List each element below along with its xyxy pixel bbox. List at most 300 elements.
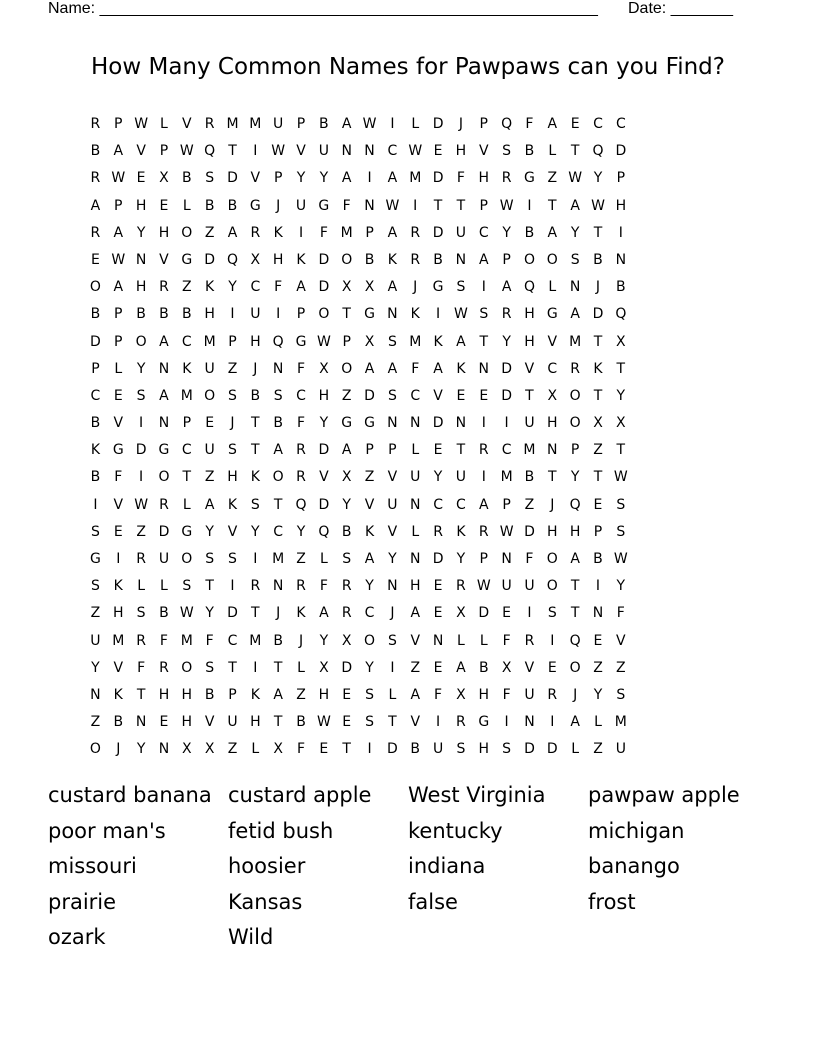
grid-cell: T — [593, 387, 603, 404]
grid-cell: D — [90, 333, 101, 350]
grid-cell: T — [251, 442, 260, 459]
grid-cell: N — [387, 415, 398, 432]
grid-cell: Y — [365, 659, 374, 676]
grid-cell: J — [298, 632, 304, 649]
grid-cell: H — [181, 686, 193, 703]
grid-cell: I — [436, 306, 441, 323]
grid-cell: T — [273, 496, 283, 513]
grid-cell: V — [364, 496, 375, 513]
grid-cell: E — [113, 523, 123, 540]
grid-cell: H — [113, 605, 124, 622]
grid-cell: D — [227, 170, 238, 187]
grid-cell: E — [113, 387, 123, 404]
grid-cell: Z — [410, 659, 421, 676]
grid-cell: Q — [501, 116, 513, 132]
grid-cell: Z — [593, 659, 603, 676]
grid-cell: W — [408, 143, 423, 160]
grid-cell: O — [546, 551, 558, 567]
grid-cell: P — [114, 333, 123, 350]
grid-cell: Q — [569, 632, 581, 649]
grid-cell: C — [478, 224, 489, 241]
grid-cell: Y — [570, 469, 580, 486]
grid-cell: T — [548, 469, 557, 486]
grid-cell: E — [136, 170, 146, 187]
word-list-item: prairie — [48, 889, 117, 914]
grid-cell: I — [253, 143, 258, 160]
grid-cell: X — [364, 279, 375, 296]
grid-cell: A — [501, 279, 512, 296]
grid-cell: U — [387, 496, 398, 513]
grid-cell: J — [390, 605, 395, 622]
grid-cell: S — [547, 605, 557, 622]
grid-cell: K — [113, 578, 123, 595]
grid-cell: B — [273, 415, 283, 432]
grid-cell: C — [227, 632, 238, 649]
grid-cell: W — [499, 523, 514, 540]
grid-cell: L — [548, 143, 557, 160]
grid-cell: S — [365, 714, 374, 731]
grid-row — [84, 437, 632, 464]
grid-cell: Q — [569, 496, 581, 513]
grid-cell: P — [502, 251, 511, 268]
grid-cell: S — [387, 333, 397, 350]
grid-cell: L — [548, 279, 557, 296]
grid-cell: H — [250, 714, 261, 731]
grid-cell: T — [273, 714, 283, 731]
grid-cell: T — [570, 143, 580, 160]
grid-cell: P — [479, 197, 488, 214]
grid-cell: N — [478, 360, 489, 377]
grid-cell: N — [387, 578, 398, 595]
grid-cell: N — [615, 251, 627, 268]
grid-cell: I — [390, 659, 395, 676]
grid-cell: W — [271, 143, 286, 160]
grid-cell: B — [296, 714, 306, 731]
grid-cell: J — [413, 279, 418, 296]
grid-cell: O — [158, 469, 170, 486]
grid-cell: E — [342, 714, 352, 731]
grid-cell: P — [342, 333, 351, 350]
grid-cell: I — [527, 197, 532, 214]
grid-cell: E — [205, 415, 215, 432]
grid-cell: Z — [524, 496, 535, 513]
grid-cell: A — [273, 442, 283, 459]
grid-cell: A — [113, 143, 124, 160]
grid-cell: B — [90, 415, 101, 432]
grid-cell: S — [250, 496, 260, 513]
grid-cell: S — [502, 143, 512, 160]
grid-cell: V — [204, 714, 215, 731]
grid-cell: T — [136, 686, 146, 703]
grid-cell: T — [205, 578, 214, 595]
grid-cell: E — [593, 632, 603, 649]
grid-cell: Z — [227, 741, 238, 758]
grid-row — [84, 519, 632, 546]
grid-cell: Y — [319, 632, 329, 649]
grid-cell: I — [550, 714, 555, 731]
grid-cell: Q — [592, 143, 604, 160]
grid-cell: M — [569, 333, 582, 350]
grid-cell: I — [390, 116, 395, 132]
grid-cell: R — [410, 224, 421, 241]
grid-cell: J — [253, 360, 258, 377]
grid-cell: I — [481, 279, 486, 296]
grid-cell: O — [135, 333, 147, 350]
grid-cell: X — [319, 360, 329, 377]
grid-cell: D — [227, 605, 238, 622]
grid-cell: S — [502, 741, 512, 758]
grid-cell: T — [616, 360, 626, 377]
grid-cell: D — [158, 523, 170, 540]
grid-cell: P — [570, 442, 580, 459]
grid-row — [84, 220, 632, 247]
grid-cell: T — [616, 442, 626, 459]
grid-cell: I — [436, 714, 441, 731]
grid-cell: M — [500, 469, 513, 486]
grid-cell: G — [318, 197, 330, 214]
grid-cell: U — [204, 442, 215, 459]
grid-cell: D — [546, 741, 558, 758]
grid-cell: G — [524, 170, 535, 187]
grid-cell: R — [478, 442, 489, 459]
grid-cell: L — [297, 659, 305, 676]
grid-cell: Z — [341, 387, 352, 404]
date-field: Date: _______ — [628, 0, 733, 17]
grid-cell: R — [501, 306, 512, 323]
grid-cell: B — [593, 551, 603, 567]
grid-cell: F — [502, 632, 511, 649]
grid-cell: C — [593, 116, 603, 132]
grid-cell: P — [114, 197, 123, 214]
grid-row — [84, 573, 632, 600]
grid-cell: R — [250, 578, 261, 595]
grid-cell: H — [615, 197, 627, 214]
grid-cell: I — [139, 469, 144, 486]
grid-cell: U — [524, 686, 535, 703]
grid-cell: S — [273, 387, 283, 404]
grid-cell: N — [501, 551, 512, 567]
grid-cell: A — [570, 551, 580, 567]
grid-cell: C — [181, 333, 192, 350]
grid-cell: X — [456, 605, 466, 622]
grid-cell: C — [410, 387, 421, 404]
grid-cell: H — [135, 279, 147, 296]
grid-cell: H — [250, 333, 261, 350]
grid-cell: W — [362, 116, 377, 132]
grid-cell: T — [525, 387, 534, 404]
grid-cell: S — [228, 551, 237, 567]
grid-cell: B — [273, 632, 283, 649]
grid-cell: I — [93, 496, 98, 513]
grid-cell: O — [89, 741, 101, 758]
grid-row — [84, 492, 632, 519]
grid-cell: X — [341, 632, 352, 649]
grid-cell: U — [295, 197, 307, 214]
grid-cell: J — [458, 116, 463, 132]
grid-cell: T — [273, 659, 283, 676]
grid-cell: T — [342, 741, 351, 758]
grid-cell: R — [410, 251, 421, 268]
grid-cell: W — [385, 197, 400, 214]
word-list-item: hoosier — [228, 854, 306, 879]
grid-cell: T — [228, 659, 237, 676]
grid-cell: A — [387, 224, 398, 241]
grid-row — [84, 546, 632, 573]
grid-cell: S — [456, 741, 466, 758]
word-list-item: West Virginia — [408, 783, 546, 807]
grid-cell: K — [250, 686, 260, 703]
grid-cell: L — [594, 714, 602, 731]
grid-cell: I — [527, 605, 532, 622]
grid-cell: R — [456, 714, 466, 731]
grid-cell: R — [433, 523, 443, 540]
grid-row — [84, 138, 632, 165]
grid-cell: P — [114, 116, 123, 132]
grid-row — [84, 111, 632, 138]
grid-cell: T — [342, 306, 351, 323]
grid-cell: P — [616, 170, 626, 187]
grid-cell: R — [250, 224, 261, 241]
grid-row — [84, 301, 632, 328]
grid-cell: F — [411, 360, 420, 377]
grid-cell: S — [90, 578, 100, 595]
grid-cell: D — [524, 523, 535, 540]
grid-cell: S — [136, 387, 146, 404]
grid-cell: T — [388, 714, 397, 731]
grid-cell: J — [116, 741, 121, 758]
grid-cell: H — [227, 469, 238, 486]
grid-cell: Z — [616, 659, 626, 676]
grid-cell: Y — [342, 496, 351, 513]
grid-cell: G — [181, 523, 193, 540]
grid-cell: Y — [228, 279, 237, 296]
grid-cell: R — [341, 578, 352, 595]
grid-cell: W — [499, 197, 514, 214]
grid-cell: W — [591, 197, 605, 214]
grid-cell: M — [272, 551, 285, 567]
grid-cell: Z — [593, 741, 603, 758]
grid-cell: E — [319, 741, 329, 758]
word-list-item: michigan — [588, 818, 685, 843]
grid-cell: Z — [547, 170, 558, 187]
grid-cell: Y — [91, 659, 100, 676]
grid-cell: I — [230, 306, 235, 323]
word-list-item: indiana — [408, 854, 486, 879]
grid-cell: N — [409, 415, 421, 432]
grid-cell: P — [296, 116, 306, 132]
grid-cell: G — [89, 551, 101, 567]
grid-cell: G — [478, 714, 490, 731]
grid-cell: C — [364, 605, 375, 622]
grid-cell: P — [273, 170, 283, 187]
grid-cell: T — [570, 578, 580, 595]
grid-cell: B — [113, 714, 124, 731]
grid-cell: L — [571, 741, 580, 758]
grid-cell: Y — [388, 551, 397, 567]
grid-cell: W — [316, 333, 331, 350]
grid-cell: D — [432, 551, 444, 567]
grid-cell: J — [550, 496, 555, 513]
grid-cell: Z — [296, 551, 306, 567]
grid-cell: D — [318, 496, 330, 513]
grid-cell: W — [111, 251, 126, 268]
grid-cell: I — [504, 415, 509, 432]
grid-cell: Q — [318, 523, 330, 540]
grid-cell: L — [182, 197, 191, 214]
grid-cell: P — [388, 442, 397, 459]
grid-cell: A — [273, 686, 283, 703]
grid-cell: L — [160, 578, 168, 595]
grid-cell: A — [547, 116, 558, 132]
grid-cell: R — [570, 360, 580, 377]
grid-cell: O — [569, 659, 581, 676]
grid-cell: U — [250, 306, 261, 323]
grid-cell: F — [319, 224, 328, 241]
grid-cell: N — [135, 714, 147, 731]
grid-cell: C — [273, 523, 284, 540]
grid-cell: B — [433, 251, 443, 268]
grid-cell: V — [227, 523, 238, 540]
grid-cell: N — [158, 415, 170, 432]
grid-cell: A — [547, 224, 558, 241]
grid-cell: N — [158, 741, 170, 758]
grid-cell: F — [205, 632, 214, 649]
grid-cell: O — [341, 251, 353, 268]
grid-cell: S — [228, 442, 237, 459]
grid-cell: B — [616, 279, 626, 296]
grid-cell: V — [296, 143, 306, 160]
grid-cell: Y — [456, 551, 466, 567]
grid-cell: K — [433, 333, 443, 350]
page-title: How Many Common Names for Pawpaws can you Find? — [91, 54, 725, 80]
grid-cell: S — [616, 523, 626, 540]
grid-cell: X — [250, 251, 261, 268]
grid-cell: H — [524, 333, 535, 350]
grid-cell: H — [409, 578, 421, 595]
grid-cell: C — [90, 387, 101, 404]
grid-cell: I — [139, 415, 144, 432]
grid-cell: N — [364, 143, 375, 160]
grid-cell: O — [569, 415, 581, 432]
grid-cell: Z — [296, 686, 306, 703]
grid-cell: R — [524, 632, 535, 649]
grid-cell: V — [113, 659, 124, 676]
grid-cell: U — [524, 578, 535, 595]
grid-cell: K — [90, 442, 101, 459]
grid-cell: X — [182, 741, 192, 758]
grid-cell: F — [525, 116, 534, 132]
grid-cell: Y — [136, 224, 146, 241]
grid-cell: L — [182, 496, 191, 513]
grid-cell: Y — [251, 523, 260, 540]
grid-cell: G — [364, 415, 375, 432]
grid-cell: U — [615, 741, 626, 758]
grid-cell: A — [159, 387, 169, 404]
grid-cell: Y — [593, 686, 603, 703]
grid-cell: A — [387, 360, 398, 377]
grid-cell: X — [364, 333, 375, 350]
grid-cell: R — [296, 469, 306, 486]
grid-cell: E — [433, 659, 443, 676]
grid-cell: H — [455, 143, 467, 160]
grid-cell: H — [158, 224, 170, 241]
grid-cell: C — [433, 496, 443, 513]
grid-cell: C — [547, 360, 558, 377]
grid-cell: O — [341, 360, 353, 377]
grid-cell: V — [182, 116, 192, 132]
grid-cell: W — [134, 116, 149, 132]
grid-row — [84, 193, 632, 220]
grid-cell: C — [501, 442, 512, 459]
header — [48, 0, 748, 20]
grid-cell: S — [456, 279, 466, 296]
grid-row — [84, 655, 632, 682]
grid-cell: I — [481, 469, 486, 486]
grid-cell: V — [387, 523, 398, 540]
grid-cell: S — [205, 551, 215, 567]
grid-cell: K — [182, 360, 192, 377]
grid-cell: B — [227, 197, 238, 214]
grid-cell: F — [159, 632, 168, 649]
grid-cell: I — [550, 632, 555, 649]
grid-cell: V — [159, 251, 169, 268]
grid-cell: M — [180, 632, 193, 649]
grid-cell: A — [296, 279, 306, 296]
grid-cell: M — [203, 333, 216, 350]
word-list-item: frost — [588, 889, 636, 914]
grid-cell: J — [276, 197, 281, 214]
grid-cell: G — [546, 306, 558, 323]
grid-cell: N — [158, 360, 170, 377]
grid-cell: U — [455, 224, 467, 241]
grid-cell: U — [227, 714, 238, 731]
grid-cell: E — [479, 387, 489, 404]
grid-cell: F — [296, 360, 306, 377]
grid-cell: B — [204, 686, 215, 703]
grid-cell: W — [111, 170, 126, 187]
grid-cell: N — [592, 605, 604, 622]
grid-cell: F — [296, 415, 306, 432]
grid-cell: D — [615, 143, 627, 160]
grid-cell: U — [158, 551, 170, 567]
grid-cell: K — [456, 360, 466, 377]
grid-cell: E — [570, 116, 580, 132]
grid-cell: I — [413, 197, 418, 214]
grid-cell: E — [159, 197, 169, 214]
grid-cell: M — [523, 442, 536, 459]
grid-cell: F — [616, 605, 625, 622]
grid-cell: X — [341, 279, 352, 296]
grid-cell: H — [318, 387, 330, 404]
grid-cell: Y — [365, 578, 374, 595]
grid-cell: Z — [227, 360, 238, 377]
word-list-item: false — [408, 889, 458, 914]
grid-cell: R — [136, 551, 146, 567]
word-list-item: fetid bush — [228, 818, 334, 843]
grid-cell: U — [455, 469, 467, 486]
grid-cell: B — [524, 143, 535, 160]
grid-cell: Q — [615, 306, 627, 323]
grid-cell: S — [616, 686, 626, 703]
grid-cell: Y — [502, 333, 511, 350]
grid-cell: O — [364, 632, 376, 649]
grid-cell: V — [250, 170, 261, 187]
grid-cell: P — [296, 306, 306, 323]
grid-cell: M — [249, 116, 262, 132]
grid-cell: N — [455, 415, 467, 432]
grid-cell: D — [318, 442, 330, 459]
grid-cell: X — [273, 741, 283, 758]
